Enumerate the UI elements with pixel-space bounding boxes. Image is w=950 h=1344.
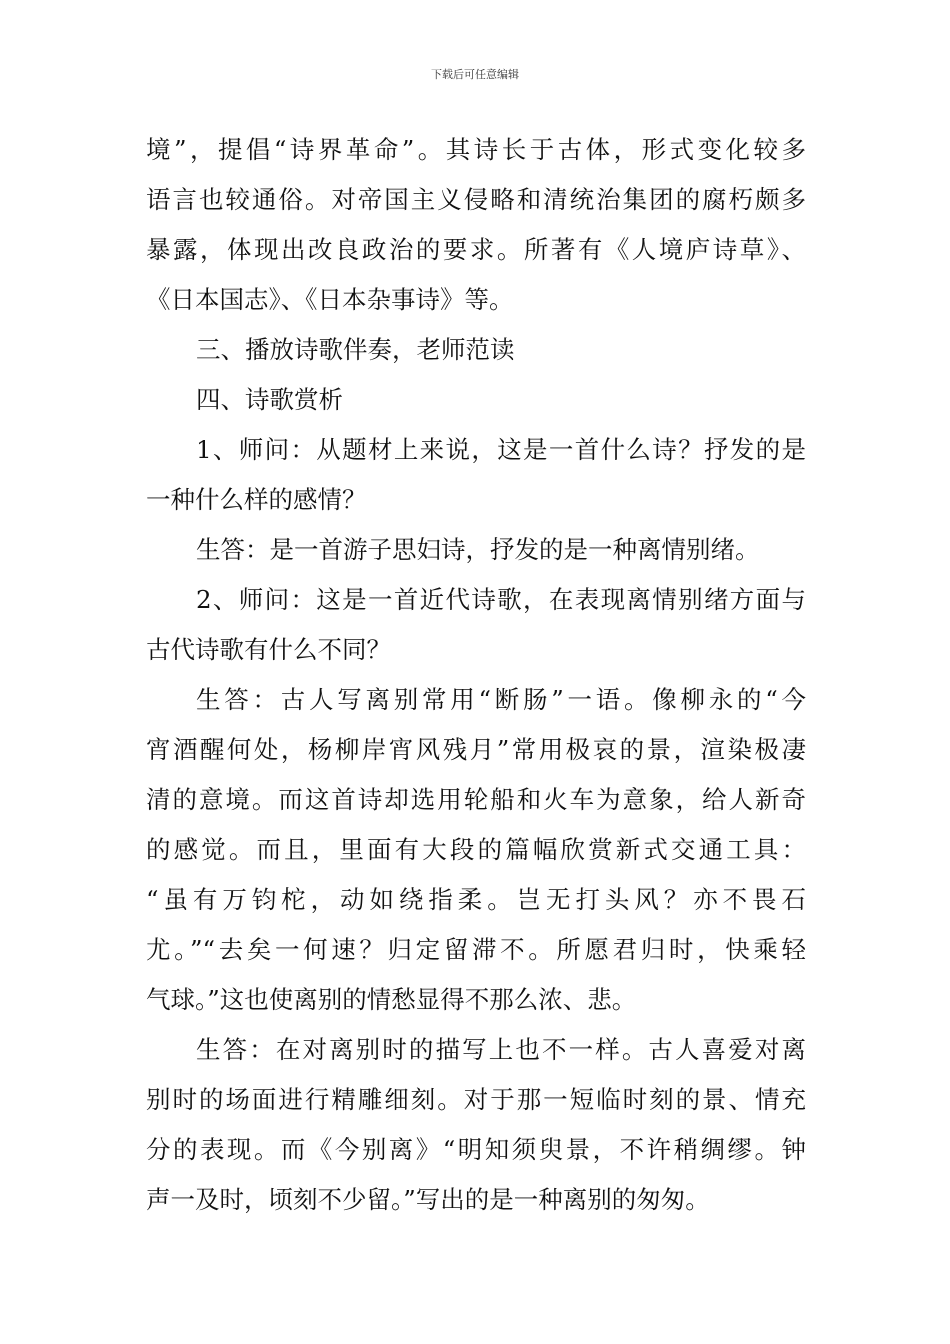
text-line: 别时的场面进行精雕细刻。对于那一短临时刻的景、情充: [146, 1085, 806, 1114]
text-line: 1、师问：从题材上来说，这是一首什么诗？抒发的是: [196, 435, 806, 464]
text-line: 语言也较通俗。对帝国主义侵略和清统治集团的腐朽颇多: [146, 185, 806, 214]
text-line: 境”，提倡“诗界革命”。其诗长于古体，形式变化较多: [146, 135, 806, 164]
text-line: 生答：是一首游子思妇诗，抒发的是一种离情别绪。: [196, 535, 760, 564]
text-line: 《日本国志》、《日本杂事诗》等。: [146, 285, 514, 314]
text-line: 一种什么样的感情？: [146, 485, 367, 514]
page-header: 下载后可任意编辑: [431, 68, 519, 81]
text-line: 生答：在对离别时的描写上也不一样。古人喜爱对离: [196, 1035, 806, 1064]
text-line: 古代诗歌有什么不同？: [146, 635, 391, 664]
text-line: 气球。”这也使离别的情愁显得不那么浓、悲。: [146, 985, 637, 1014]
text-line: 的感觉。而且，里面有大段的篇幅欣赏新式交通工具：: [146, 835, 806, 864]
text-line: 宵酒醒何处，杨柳岸宵风残月”常用极哀的景，渲染极凄: [146, 735, 806, 764]
text-line: 2、师问：这是一首近代诗歌，在表现离情别绪方面与: [196, 585, 806, 614]
text-line: 清的意境。而这首诗却选用轮船和火车为意象，给人新奇: [146, 785, 806, 814]
text-line: 生答：古人写离别常用“断肠”一语。像柳永的“今: [196, 685, 806, 714]
text-line: 声一及时，顷刻不少留。”写出的是一种离别的匆匆。: [146, 1185, 710, 1214]
section-heading: 三、播放诗歌伴奏，老师范读: [196, 335, 515, 364]
text-line: 暴露，体现出改良政治的要求。所著有《人境庐诗草》、: [146, 235, 806, 264]
text-line: 分的表现。而《今别离》“明知须臾景，不许稍绸缪。钟: [146, 1135, 806, 1164]
section-heading: 四、诗歌赏析: [196, 385, 343, 414]
text-line: “虽有万钧柁，动如绕指柔。岂无打头风？亦不畏石: [146, 885, 806, 914]
text-line: 尤。”“去矣一何速？归定留滞不。所愿君归时，快乘轻: [146, 935, 806, 964]
